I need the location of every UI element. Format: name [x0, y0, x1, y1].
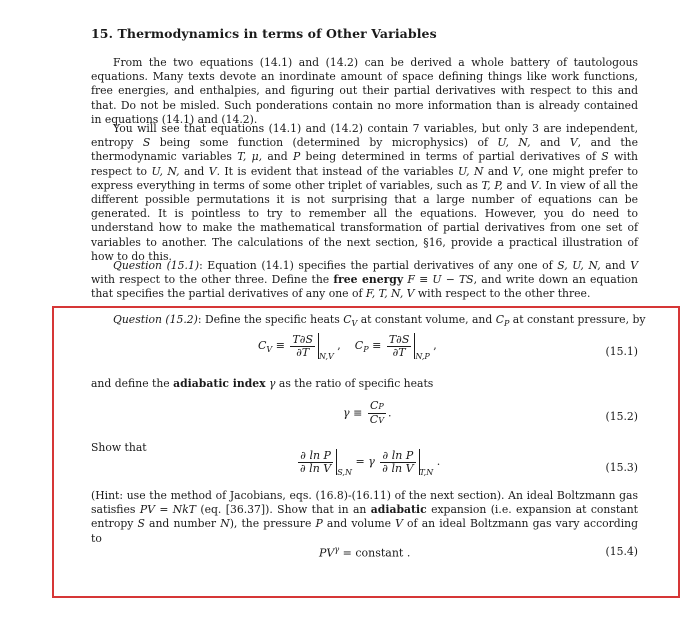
adiabatic-index-line: and define the adiabatic index γ as the ratio of specific heats [91, 377, 434, 390]
equation-15-2: γ ≡ $\frac{CP}{CV}$ . [343, 399, 392, 426]
paragraph-2: You will see that equations (14.1) and (14.2) contain 7 variables, but only 3 are independent, entropy S being some function (determined by microphysics) of U, N, and V, and the thermodynamic variables T, μ, and P being determined in terms of partial derivatives of S with respect to U, N, and V. It is evident that instead of the variables U, N and V, one might prefer to express everything in terms of some other triplet of variables, such as T, P, and V. In view of all the different possible permutations it is not surprising that a large number of equations can be generated. It is pointless to try to remember all the equations. However, you do need to understand how to make the mathematical transformation of partial derivatives from one set of variables to another. The calculations of the next section, §16, provide a practical illustration of how to do this. [91, 122, 639, 263]
show-that: Show that [91, 441, 147, 454]
equation-15-3: $\frac{\text{∂ ln P}}{\text{∂ ln V}}$ $_{S,N}$ = γ $\frac{\text{∂ ln P}}{\text{∂ ln V}}$ $_{T,N}$ . [300, 448, 441, 477]
equation-15-4: $PV^\gamma$ = constant . [319, 545, 411, 560]
paragraph-1: From the two equations (14.1) and (14.2) can be derived a whole battery of tautologous equations. Many texts devote an inordinate amount of space defining things like work functions, free energies, and enthalpies, and figuring out their partial derivatives with respect to this and that. Do not be misled. Such ponderations contain no more information than is already contained in equations (14.1) and (14.2). [91, 56, 638, 126]
section-heading: 15. Thermodynamics in terms of Other Variables [91, 26, 437, 41]
question-15-1: Question (15.1): Equation (14.1) specifies the partial derivatives of any one of S, U, N, and V with respect to the other three. Define the free energy F ≡ U − TS, and write down an equation that specifies the partial derivatives of any one of F, T, N, V with respect to the other three. [91, 259, 638, 301]
question-label: Question (15.1) [113, 259, 200, 272]
equation-number-15-3: (15.3) [605, 461, 638, 474]
question-15-2-intro: Question (15.2): Define the specific heats $C_V$ at constant volume, and $C_P$ at constant pressure, by [113, 313, 646, 329]
equation-number-15-1: (15.1) [605, 345, 638, 358]
hint-paragraph: (Hint: use the method of Jacobians, eqs. (16.8)-(16.11) of the next section). An ideal Boltzmann gas satisfies PV = NkT (eq. [36.37]). Show that in an adiabatic expansion (i.e. expansion at constant entropy S and number N), the pressure P and volume V of an ideal Boltzmann gas vary according to [91, 489, 639, 545]
equation-number-15-4: (15.4) [605, 545, 638, 558]
equation-15-1: $C_V$ ≡ $\frac{T\partial S}{\partial T}$ $_{N,V}$ , $C_P$ ≡ $\frac{T\partial S}{\partial T}$ $_{N,P}$ , [258, 332, 437, 361]
equation-number-15-2: (15.2) [605, 410, 638, 423]
